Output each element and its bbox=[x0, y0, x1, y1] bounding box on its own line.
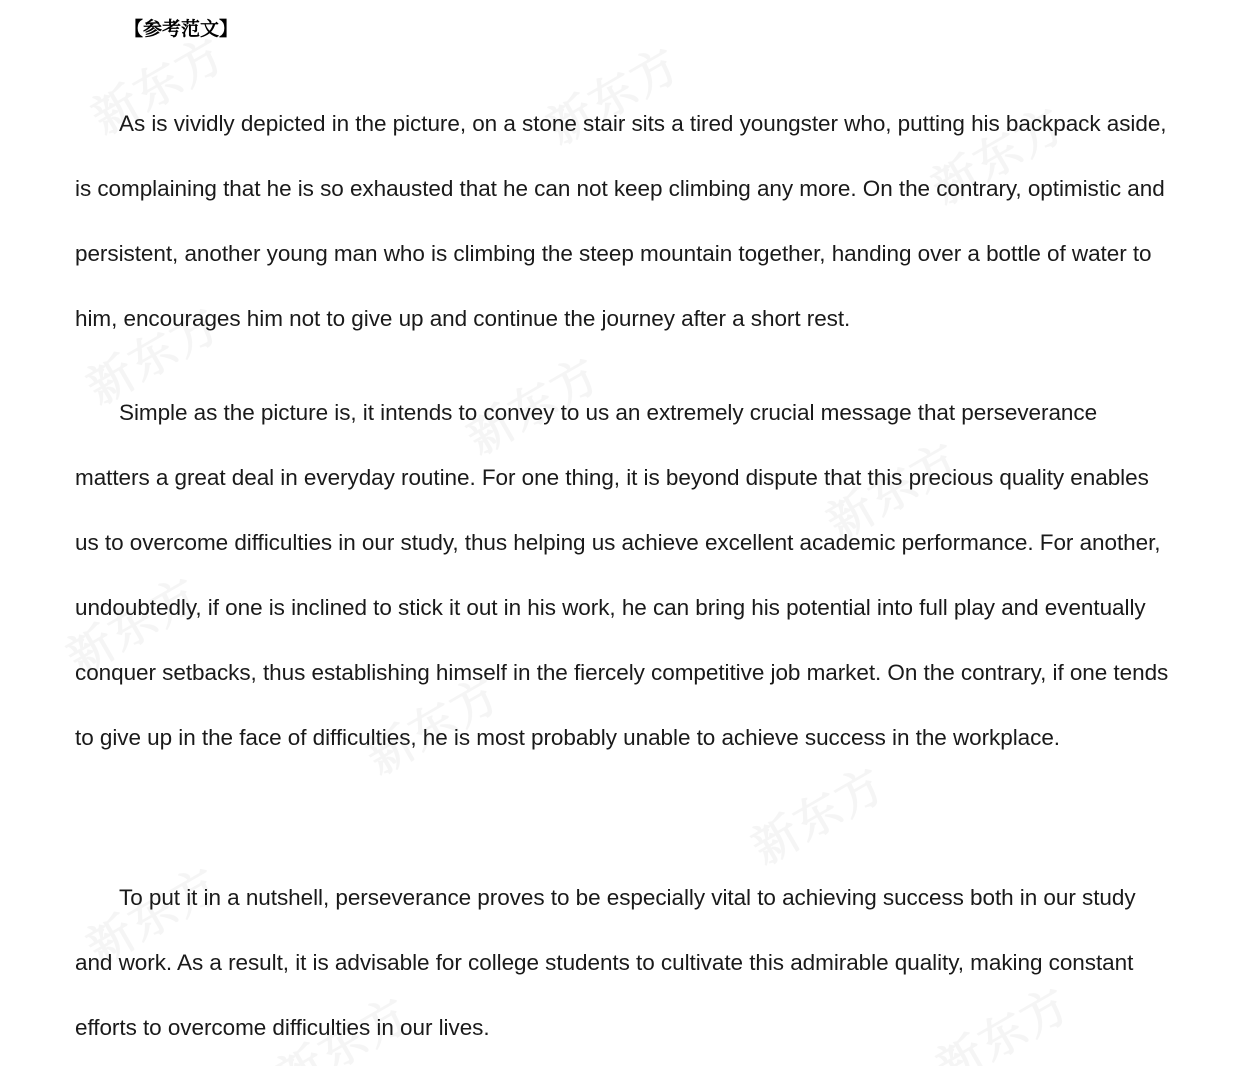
paragraph-conclusion: To put it in a nutshell, perseverance proves to be especially vital to achieving success both in our study and work. As a result, it is advisable for college students to cultivate this admirable quality, making constant efforts to overcome difficulties in our lives. bbox=[75, 885, 1136, 1040]
section-heading: 【参考范文】 bbox=[124, 18, 239, 40]
paragraph-description: As is vividly depicted in the picture, on a stone stair sits a tired youngster who, putting his backpack aside, is complaining that he is so exhausted that he can not keep climbing any more. On the contrary, optimistic and persistent, another young man who is climbing the steep mountain together, handing over a bottle of water to him, encourages him not to give up and continue the journey after a short rest. bbox=[75, 111, 1167, 331]
paragraph-analysis: Simple as the picture is, it intends to convey to us an extremely crucial message that perseverance matters a great deal in everyday routine. For one thing, it is beyond dispute that this precious quality enables us to overcome difficulties in our study, thus helping us achieve excellent academic performance. For another, undoubtedly, if one is inclined to stick it out in his work, he can bring his potential into full play and eventually conquer setbacks, thus establishing himself in the fiercely competitive job market. On the contrary, if one tends to give up in the face of difficulties, he is most probably unable to achieve success in the workplace. bbox=[75, 400, 1169, 750]
